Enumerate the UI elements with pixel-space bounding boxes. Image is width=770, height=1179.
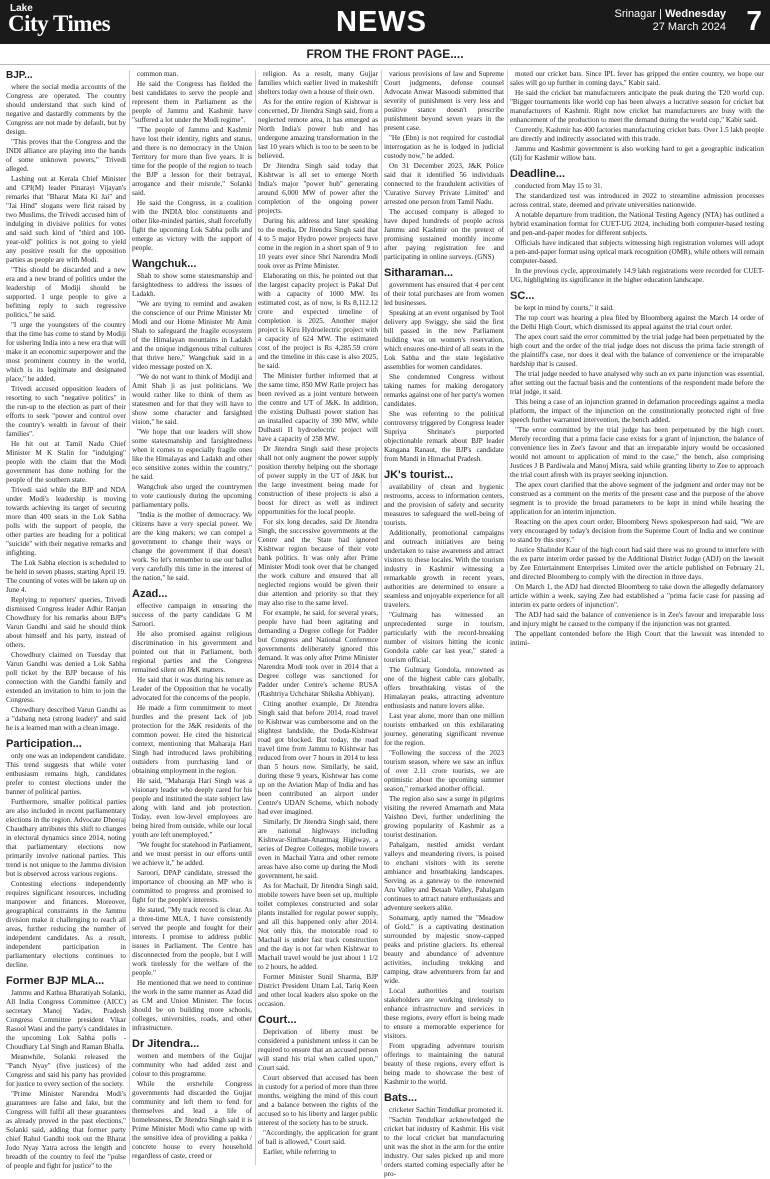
article-paragraph: On 31 December 2023, J&K Police said that it identified 56 individuals connected to the fraudulent activities of 'Curative Survey Private Limited' and arrested one person from Tamil Nadu.: [384, 162, 504, 206]
article-paragraph: The trial judge needed to have analysed why such an ex parte injunction was essential, after setting out the factual basis and the contentions of the respondent made before the trial judge, it said.: [510, 370, 764, 396]
column-divider: [255, 70, 256, 1165]
article-paragraph: He said the Congress, in a coalition with the INDIA bloc constituents and other like-minded parties, shall forcefully fight the upcoming Lok Sabha polls and emerge as victory with the support of people.: [132, 199, 252, 252]
article-paragraph: As for the entire region of Kishtwar is concerned, Dr Jitendra Singh said, from a neglected remote area, it has emerged as North India's power hub and has undergone amazing transformation in the last 10 years which is too to be seen to be believed.: [258, 98, 378, 160]
article-paragraph: Jammu and Kashmir government is also working hard to get a geographic indication (GI) for Kashmir willow bats.: [510, 145, 764, 162]
article-paragraph: Deprivation of liberty must be considered a punishment unless it can be required to ensure that an accused person will stand his trial when called upon," Court said.: [258, 1028, 378, 1072]
article-paragraph: Wangchuk also urged the countrymen to vote cautiously during the upcoming parliamentary polls.: [132, 483, 252, 509]
article-paragraph: From upgrading adventure tourism offerings to maintaining the natural beauty of these regions, every effort is being made to showcase the best of Kashmir to the world.: [384, 1042, 504, 1086]
section-strap: FROM THE FRONT PAGE....: [0, 44, 770, 65]
continued-heading: Azad...: [132, 588, 168, 600]
article-paragraph: The standardized test was introduced in 2022 to streamline admission processes across central, state, deemed and private universities nationwide.: [510, 192, 764, 209]
column-2: [132, 70, 252, 1165]
article-paragraph: The Minister further informed that at the same time, 850 MW Ratle project has been revived as a joint venture between the centre and UT of J&K. In addition, the existing Dulhasti power station has an installed capacity of 390 MW, while Dulhasti II hydroelectric project will have a capacity of 258 MW.: [258, 372, 378, 443]
article-paragraph: "We hope that our leaders will show some statesmanship and farsightedness when it comes to especially fragile ones like the Himalayas and Ladakh and other eco sensitive zones within the country," he said.: [132, 428, 252, 481]
article-paragraph: "Following the success of the 2023 tourism season, where we saw an influx of over 2.11 crore tourists, we are optimistic about the upcoming summer season," remarked another official.: [384, 749, 504, 793]
article-paragraph: moted our cricket bats. Since IPL fever has gripped the entire country, we hope our sales will go up further in coming days," Kabir said.: [510, 70, 764, 87]
article-paragraph: He also promised against religious discrimination in his government and pointed out that in Parliament, both regional parties and the Congress remained silent on J&K matters.: [132, 630, 252, 674]
weekday: Wednesday: [665, 8, 726, 20]
article-paragraph: conducted from May 15 to 31.: [515, 182, 603, 190]
city: Srinagar: [614, 8, 657, 20]
article-paragraph: "This should be discarded and a new era and a new brand of politics under the leadership of Modiji should be supported. I urge people to give a befitting reply to such regressive politics," he said.: [6, 266, 126, 319]
article-paragraph: On March 1, the ADJ had directed Bloomberg to take down the allegedly defamatory article within a week, saying Zee had established a "prima facie case for passing ad interim ex parte orders of injunction".: [510, 583, 764, 609]
section-title: NEWS: [336, 6, 427, 38]
article-paragraph: Court observed that accused has been in custody for a period of more than three months, weighing the mind of this court and a balance between the rights of the accused so to his liberty and larger public interest of the society has to be struck.: [258, 1074, 378, 1127]
continued-heading: Wangchuk...: [132, 258, 197, 270]
article-paragraph: Contesting elections independently requires significant resources, including manpower and finances. Moreover, geographical constraints in the Jammu division make it challenging to reach all areas, further reducing the number of independent candidates. As a result, independent participation in parliamentary elections continues to decline.: [6, 880, 126, 969]
logo: [8, 3, 146, 41]
article-paragraph: He said the cricket bat manufacturers anticipate the peak during the T20 world cup. "Bigger tournaments like world cup has been always a lucrative season for cricket bat manufacturers of Kashmir. Right now cricket bat manufacturers are busy with the enhancement of the production to meet the demand during the world cup," Kabir said.: [510, 89, 764, 124]
article-paragraph: This being a case of an injunction granted in defamation proceedings against a media platform, the impact of the injunction on the constitutionally protected right of free speech further warranted intervention, the bench added.: [510, 398, 764, 424]
article-paragraph: The ADJ had said the balance of convenience is in Zee's favour and irreparable loss and injury might be caused to the company if the injunction was not granted.: [510, 611, 764, 628]
article-paragraph: "We fought for statehood in Parliament, and we must persist in our efforts until we achieve it," he added.: [132, 841, 252, 867]
article-paragraph: Last year alone, more than one million tourists embarked on this exhilarating journey, generating significant revenue for the region.: [384, 712, 504, 747]
article-paragraph: Sonamarg, aptly named the "Meadow of Gold," is a captivating destination surrounded by majestic snow-capped peaks and pristine glaciers. Its ethereal beauty and abundance of adventure activities, including trekking and camping, draw adventurers from far and wide.: [384, 914, 504, 985]
article-paragraph: "Accordingly, the application for grant of bail is allowed," Court said.: [258, 1129, 378, 1146]
article-paragraph: Chowdhury claimed on Tuesday that Varun Gandhi was denied a Lok Sabha poll ticket by the BJP because of his connection with the Gandhi family and extended an invitation to him to join the Congress.: [6, 651, 126, 704]
article-paragraph: Former Minister Sunil Sharma, BJP District President Uttam Lal, Tariq Keen and other local leaders also spoke on the occasion.: [258, 973, 378, 1008]
continued-heading: Dr Jitendra...: [132, 1038, 200, 1050]
column-divider: [381, 70, 382, 1165]
continued-heading: Bats...: [384, 1092, 418, 1104]
article-paragraph: The accused company is alleged to have duped hundreds of people across Jammu and Kashmir on the pretext of promising sustained monthly income after paying registration fee and participating in online surveys. (GNS): [384, 208, 504, 261]
article-paragraph: "Gulmarg has witnessed an unprecedented surge in tourism, particularly with the record-breaking number of visitors hitting the iconic Gondola cable car last year," stated a tourism official.: [384, 611, 504, 664]
article-paragraph: common man.: [137, 70, 179, 78]
article-paragraph: He hit out at Tamil Nadu Chief Minister M K Stalin for "indulging" people with the claim that the Modi government has done nothing for the people of the southern state.: [6, 440, 126, 484]
article-paragraph: various provisions of law and Supreme Court judgments, defense counsel Advocate Anwar Masoodi submitted that severity of punishment is very less and positive stance doesn't prescribe punishment beyond seven years in the present case.: [384, 70, 504, 132]
article-paragraph: "The people of Jammu and Kashmir have lost their identity, rights and status, and there is no democracy in the Union Territory for more than five years. It is time for the people of the region to teach the BJP a lesson for their betrayal, arrogance and their misrule," Solanki said.: [132, 126, 252, 197]
article-paragraph: Dr Jitendra Singh said these projects shall not only augment the power supply position thereby helping out the shortage of power supply in the UT of J&K but the large investment being made for construction of these projects is also a boost for direct as well as indirect opportunities for the local people.: [258, 445, 378, 516]
article-paragraph: Officials have indicated that subjects witnessing high registration volumes will adopt a pen-and-paper format using optical mark recognition (OMR), while others will remain computer-based.: [510, 239, 764, 265]
article-paragraph: "We are trying to remind and awaken the conscience of our Prime Minister Mr Modi and our Home Minister Mr Amit Shah to safeguard the fragile ecosystem of the Himalayan mountains in Ladakh and the unique indigenous tribal cultures that thrive here," Wangchuk said in a video message posted on X.: [132, 300, 252, 371]
article-paragraph: Trivedi said while the BJP and NDA under Modi's leadership is moving towards achieving its target of securing more than 400 seats in the Lok Sabha polls with the support of people, the other parties are heading for a political "suicide" with their negative remarks and infighting.: [6, 486, 126, 557]
article-paragraph: He said the Congress has fielded the best candidates to serve the people and represent them in Parliament as the people of Jammu and Kashmir have "suffered a lot under the Modi regime".: [132, 80, 252, 124]
article-paragraph: The Gulmarg Gondola, renowned as one of the highest cable cars globally, offers breathtaking vistas of the Himalayan peaks, attracting adventure enthusiasts and nature lovers alike.: [384, 666, 504, 710]
article-paragraph: "The error committed by the trial judge has been perpetuated by the high court. Merely recording that a prima facie case exists for a grant of injunction, the balance of convenience lies in Zee's favour and that an irreparable injury would be occasioned would not amount to application of mind to the case," the bench, also comprising Justices J B Pardiwala and Manoj Misra, said while granting liberty to Zee to approach the trial court afresh with its prayer seeking injunction.: [510, 426, 764, 479]
article-paragraph: Speaking at an event organised by Tool delivery app Swiggy, she said the first bill passed in the new Parliament building was on women's reservation, which ensures one-third of all seats in the Lok Sabha and the state legislative assemblies for women candidates.: [384, 309, 504, 371]
article-paragraph: Chowdhury described Varun Gandhi as a "dabang neta (strong leader)" and said he is a learned man with a clean image.: [6, 706, 126, 732]
article-paragraph: Lashing out at Kerala Chief Minister and CPI(M) leader Pinarayi Vijayan's remarks that "Bharat Mata Ki Jai" and "Jai Hind" slogans were first raised by two Muslims, the Trivedi accused him of indulging in divisive politics for votes and said such kind of "third and 100-year-old" politics is not going to yield any positive result for the opposition parties as people are with Modi.: [6, 175, 126, 264]
article-paragraph: religion. As a result, many Gujjar families which earlier lived in makeshift shelters today own a house of their own.: [258, 70, 378, 96]
logo-main-text: City Times: [8, 11, 111, 36]
article-paragraph: He said that it was during his tenure as Leader of the Opposition that he vocally advocated for the concerns of the people.: [132, 676, 252, 702]
article-paragraph: "I urge the youngsters of the country that the time has come to stand by Modiji for ushering India into a new era that will make it an economic superpower and the most prominent country in the world, which is its legitimate and designated place," he added.: [6, 321, 126, 383]
article-paragraph: The Lok Sabha election is scheduled to be held in seven phases, starting April 19. The counting of votes will be taken up on June 4.: [6, 559, 126, 594]
date: 27 March 2024: [652, 21, 726, 33]
article-paragraph: "He (Ebn) is not required for custodial interrogation as he is lodged in judicial custody now," he added.: [384, 134, 504, 160]
article-paragraph: Shah to show some statesmanship and farsightedness to address the issues of Ladakh.: [132, 272, 252, 298]
article-paragraph: Local authorities and tourism stakeholders are working tirelessly to enhance infrastructure and services in these regions, every effort is being made to ensure a memorable experience for visitors.: [384, 987, 504, 1040]
column-divider: [507, 70, 508, 1165]
continued-heading: JK's tourist...: [384, 469, 454, 481]
article-paragraph: Similarly, Dr Jitendra Singh said, there are national highways including Kishtwar-Sinthan-Anantnag Highway, a series of Degree Colleges, mobile towers even in Machail Yatra and other remote areas have also come up during the Modi government, he said.: [258, 818, 378, 880]
article-paragraph: Justice Shalinder Kaur of the high court had said there was no ground to interfere with the ex parte interim order passed by the Additional District Judge (ADJ) on the lawsuit by Zee Entertainment Enterprises Limited over the article published on February 21, and directed Bloomberg to comply with the direction in three days.: [510, 546, 764, 581]
article-paragraph: Replying to reporters' queries, Trivedi dismissed Congress leader Adhir Ranjan Chowdhury for his remarks about BJP's Varun Gandhi and said he should think about himself and his party, instead of others.: [6, 596, 126, 649]
column-5: [510, 70, 764, 1165]
article-paragraph: For six long decades, said Dr Jitendra Singh, the successive governments at the Centre and the State had ignored Kishtwar region because of their vote bank politics. It was only after Prime Minister Modi took over that he changed the work culture and ensured that all neglected regions would be given their due attention and priority so that they may also rise to the same level.: [258, 518, 378, 607]
article-paragraph: Additionally, promotional campaigns and outreach initiatives are being undertaken to raise awareness and attract visitors to these locales. With the tourism industry in Kashmir witnessing a remarkable growth in recent years, authorities are determined to ensure a seamless and enjoyable experience for all travelers.: [384, 529, 504, 609]
continued-heading: BJP...: [6, 70, 33, 81]
page-number: 7: [746, 5, 762, 36]
article-paragraph: In the previous cycle, approximately 14.9 lakh registrations were recorded for CUET-UG, highlighting its significance in the higher education landscape.: [510, 267, 764, 284]
article-paragraph: Currently, Kashmir has 400 factories manufacturing cricket bats. Over 1.5 lakh people are directly and indirectly associated with this trade.: [510, 126, 764, 143]
article-paragraph: Saroori, DPAP candidate, stressed the importance of choosing an MP who is committed to progress and promised to fight for the people's interests.: [132, 869, 252, 904]
article-paragraph: cricketer Sachin Tendulkar promoted it.: [389, 1106, 504, 1114]
article-paragraph: government has ensured that 4 per cent of their total purchases are from women led businesses.: [384, 281, 504, 307]
article-paragraph: The apex court said the error committed by the trial judge had been perpetuated by the high court and the order of the trial judge does not discuss the prima facie strength of the plaintiff's case, nor does it deal with the balance of convenience or the irreparable hardship that is caused.: [510, 333, 764, 368]
article-paragraph: The apex court clarified that the above segment of the judgment and order may not be construed as a comment on the merits of the present case and the purpose of the above segment is to provide the broad parameters to be kept in mind while hearing the application for an interim injunction.: [510, 481, 764, 516]
article-paragraph: Trivedi accused opposition leaders of resorting to such "negative politics" in the run-up to the election as part of their efforts to seek "power and control over the country's wealth in favour of their families".: [6, 385, 126, 438]
article-paragraph: "This proves that the Congress and the INDI alliance are playing into the hands of some unknown powers," Trivedi alleged.: [6, 138, 126, 173]
article-paragraph: where the social media accounts of the Congress are operated. The country should understand that such kind of negative and dastardly comments by the Congress are not made by default, but by design.: [6, 83, 126, 136]
article-paragraph: As for Machail, Dr Jitendra Singh said, mobile towers have been set up, multiple toilet complexes constructed and solar plants installed for regular power supply, and all this happened only after 2014. Not only this, the motorable road to Machail is under fast track construction and the day is not far when Kishtwar to Machail travel would be just about 1 1/2 to 2 hours, he added.: [258, 882, 378, 971]
article-paragraph: Jammu and Kathua Bharatiyah Solanki, All India Congress Committee (AICC) secretary Manoj Yadav, Pradesh Congress Committee president Vikar Rasool Wani and the party's candidates in the upcoming Lok Sabha polls - Choudhary Lal Singh and Raman Bhalla.: [6, 989, 126, 1051]
article-paragraph: The appellant contended before the High Court that the lawsuit was intended to intimi-: [510, 630, 764, 647]
article-paragraph: While the erstwhile Congress governments had discarded the Gujjar community and left them to fend for themselves and lead a life of homelessness, Dr Jitendra Singh said it is Prime Minister Modi who came up with the sensitive idea of providing a pakka / concrete house to every household regardless of caste, creed or: [132, 1080, 252, 1160]
article-paragraph: effective campaign in ensuring the success of the party candidate G M Saroori.: [132, 602, 252, 628]
article-paragraph: She condemned Congress without taking names for making derogatory remarks against one of her party's women candidates.: [384, 373, 504, 408]
article-paragraph: "Prime Minister Narendra Modi's guarantees are false and fake, but the Congress will fulfil all these guarantees as already proved in the past elections," Solanki said, adding that former party chief Rahul Gandhi took out the Bharat Jodo Nyay Yatra across the length and breadth of the country to feel the "pulse of people and fight for justice" to the: [6, 1090, 126, 1170]
continued-heading: Participation...: [6, 738, 82, 750]
article-paragraph: "India is the mother of democracy. We citizens have a very special power. We are the king makers; we can compel a government to change their ways or change the government if that doesn't work. So let's remember to use our ballot very carefully this time in the interest of the nation," he said.: [132, 511, 252, 582]
article-paragraph: The region also saw a surge in pilgrims visiting the revered Amarnath and Mata Vaishno Devi, further underlining the growing popularity of Kashmir as a tourist destination.: [384, 795, 504, 839]
article-paragraph: He mentioned that we need to continue the work in the same manner as Azad did as CM and Union Minister. The focus should be on building more schools, colleges, universities, roads, and other infrastructure.: [132, 979, 252, 1032]
continued-heading: SC...: [510, 290, 535, 302]
column-divider: [129, 70, 130, 1165]
article-paragraph: Elaborating on this, he pointed out that the largest capacity project is Pakal Dul with a capacity of 1000 MW. Its estimated cost, as of now, is Rs 8,112.12 crore and expected timeline of completion is 2025. Another major project is Kiru Hydroelectric project with a capacity of 624 MW. The estimated cost of the project is Rs 4,285.59 crore and the timeline in this case is also 2025, he said.: [258, 272, 378, 370]
masthead: [0, 0, 770, 44]
article-paragraph: The top court was hearing a plea filed by Bloomberg against the March 14 order of the Delhi High Court, which dismissed its appeal against the trial court order.: [510, 314, 764, 331]
article-paragraph: Pahalgam, nestled amidst verdant valleys and meandering rivers, is poised to enchant visitors with its serene ambiance and breathtaking landscapes. Serving as a gateway to the renowned Aru Valley and Betaab Valley, Pahalgam continues to attract nature enthusiasts and adventure seekers alike.: [384, 841, 504, 912]
article-paragraph: only one was an independent candidate. This trend suggests that while voter enthusiasm remains high, candidates prefer to contest elections under the banner of political parties.: [6, 752, 126, 796]
continued-heading: Former BJP MLA...: [6, 975, 105, 987]
article-paragraph: "We do not want to think of Modiji and Amit Shah ji as just politicians. We would rather like to think of them as statesmen and for that they will have to show some character and farsighted vision," he said.: [132, 373, 252, 426]
article-paragraph: be kept in mind by courts," it said.: [515, 304, 614, 312]
logo-small-text: Lake: [10, 3, 33, 14]
article-paragraph: He made a firm commitment to meet hurdles and the present lack of job protection for the J&K residents of the common power. He cited the historical context, mentioning that Maharaja Hari Singh had introduced laws prohibiting outsiders from purchasing land or obtaining employment in the region.: [132, 704, 252, 775]
article-paragraph: women and members of the Gujjar community who had added zest and colour to this programme.: [132, 1052, 252, 1078]
article-paragraph: Citing another example, Dr Jitendra Singh said that before 2014, road travel to Kishtwar was cumbersome and on the slightest landslide, the Doda-Kishtwar road got blocked. But today, the road travel time from Jammu to Kishtwar has reduced from over 7 hours in 2014 to less than 5 hours now. Similarly, he said, during these 9 years, Kishtwar has come up on the Aviation Map of India and has been contributed an airport under Centre's UDAN Scheme, which nobody had ever imagined.: [258, 700, 378, 816]
article-paragraph: Furthermore, smaller political parties are also included in recent parliamentary elections in the region. Advocate Dheeraj Chaudhary attributes this shift to changes in electoral dynamics since 2014, noting that parliamentary elections now primarily involve national parties. This trend is not unique to the Jammu division but is observed across various regions.: [6, 798, 126, 878]
dateline: Srinagar | Wednesday 27 March 2024: [614, 8, 726, 33]
article-paragraph: availability of clean and hygienic restrooms, access to information centers, and the provision of safety and security measures to safeguard the well-being of tourists.: [384, 483, 504, 527]
column-4: [384, 70, 504, 1178]
article-paragraph: Earlier, while referring to: [263, 1148, 337, 1156]
article-paragraph: "Sachin Tendulkar acknowledged the cricket bat industry of Kashmir. His visit to the local cricket bat manufacturing unit was the shot in the arm for the entire industry. Our sales picked up and more orders started coming especially after he pro-: [384, 1116, 504, 1178]
column-1: [6, 70, 126, 1170]
article-paragraph: He stated, "My track record is clear. As a three-time MLA, I have consistently served the people and fought for their interests. I promise to address public issues in Parliament. The Centre has disconnected from the people, but I will work tirelessly for the welfare of the people.": [132, 906, 252, 977]
article-paragraph: For example, he said, for several years, people have had been agitating and demanding a Degree college for Padder but Congress and National Conference governments deliberately ignored this demand. It was only after Prime Minister Narendra Modi took over in 2014 that a Degree college was sanctioned for Padder under Centre's scheme RUSA (Rashtriya Uchchatar Shiksha Abhiyan).: [258, 609, 378, 698]
article-paragraph: Meanwhile, Solanki released the "Panch Nyay" (five justices) of the Congress and said his party has provided for justice to every section of the society.: [6, 1053, 126, 1088]
article-paragraph: He said, "Maharaja Hari Singh was a visionary leader who deeply cared for his people and instituted the state subject law along with land and job protection. Today, even low-level employees are being hired from outside, while our local youth are left unemployed.": [132, 777, 252, 839]
column-3: [258, 70, 378, 1165]
article-paragraph: Dr Jitendra Singh said today that Kishtwar is all set to emerge North India's major "power hub" generating around 6,000 MW of power after the completion of the ongoing power projects.: [258, 162, 378, 215]
continued-heading: Deadline...: [510, 168, 566, 180]
continued-heading: Court...: [258, 1014, 297, 1026]
article-paragraph: She was referring to the political controversy triggered by Congress leader Supriya Shrinate's purported objectionable remark about BJP leader Kangana Ranaut, the BJP's candidate from Mandi in Himachal Pradesh.: [384, 410, 504, 463]
article-paragraph: Reacting on the apex court order, Bloomberg News spokesperson had said, "We are very encouraged by today's decision from the Supreme Court of India and we continue to stand by this story.": [510, 518, 764, 544]
article-paragraph: A notable departure from tradition, the National Testing Agency (NTA) has outlined a hybrid examination format for CUET-UG 2024, including both computer-based testing and pen-and-paper modes for different subjects.: [510, 211, 764, 237]
continued-heading: Sitharaman...: [384, 267, 454, 279]
article-paragraph: During his address and later speaking to the media, Dr Jitendra Singh said that 4 to 5 major Hydro power projects have come in the region in a short span of 9 to 10 years ever since Shri Narendra Modi took over as Prime Minister.: [258, 217, 378, 270]
